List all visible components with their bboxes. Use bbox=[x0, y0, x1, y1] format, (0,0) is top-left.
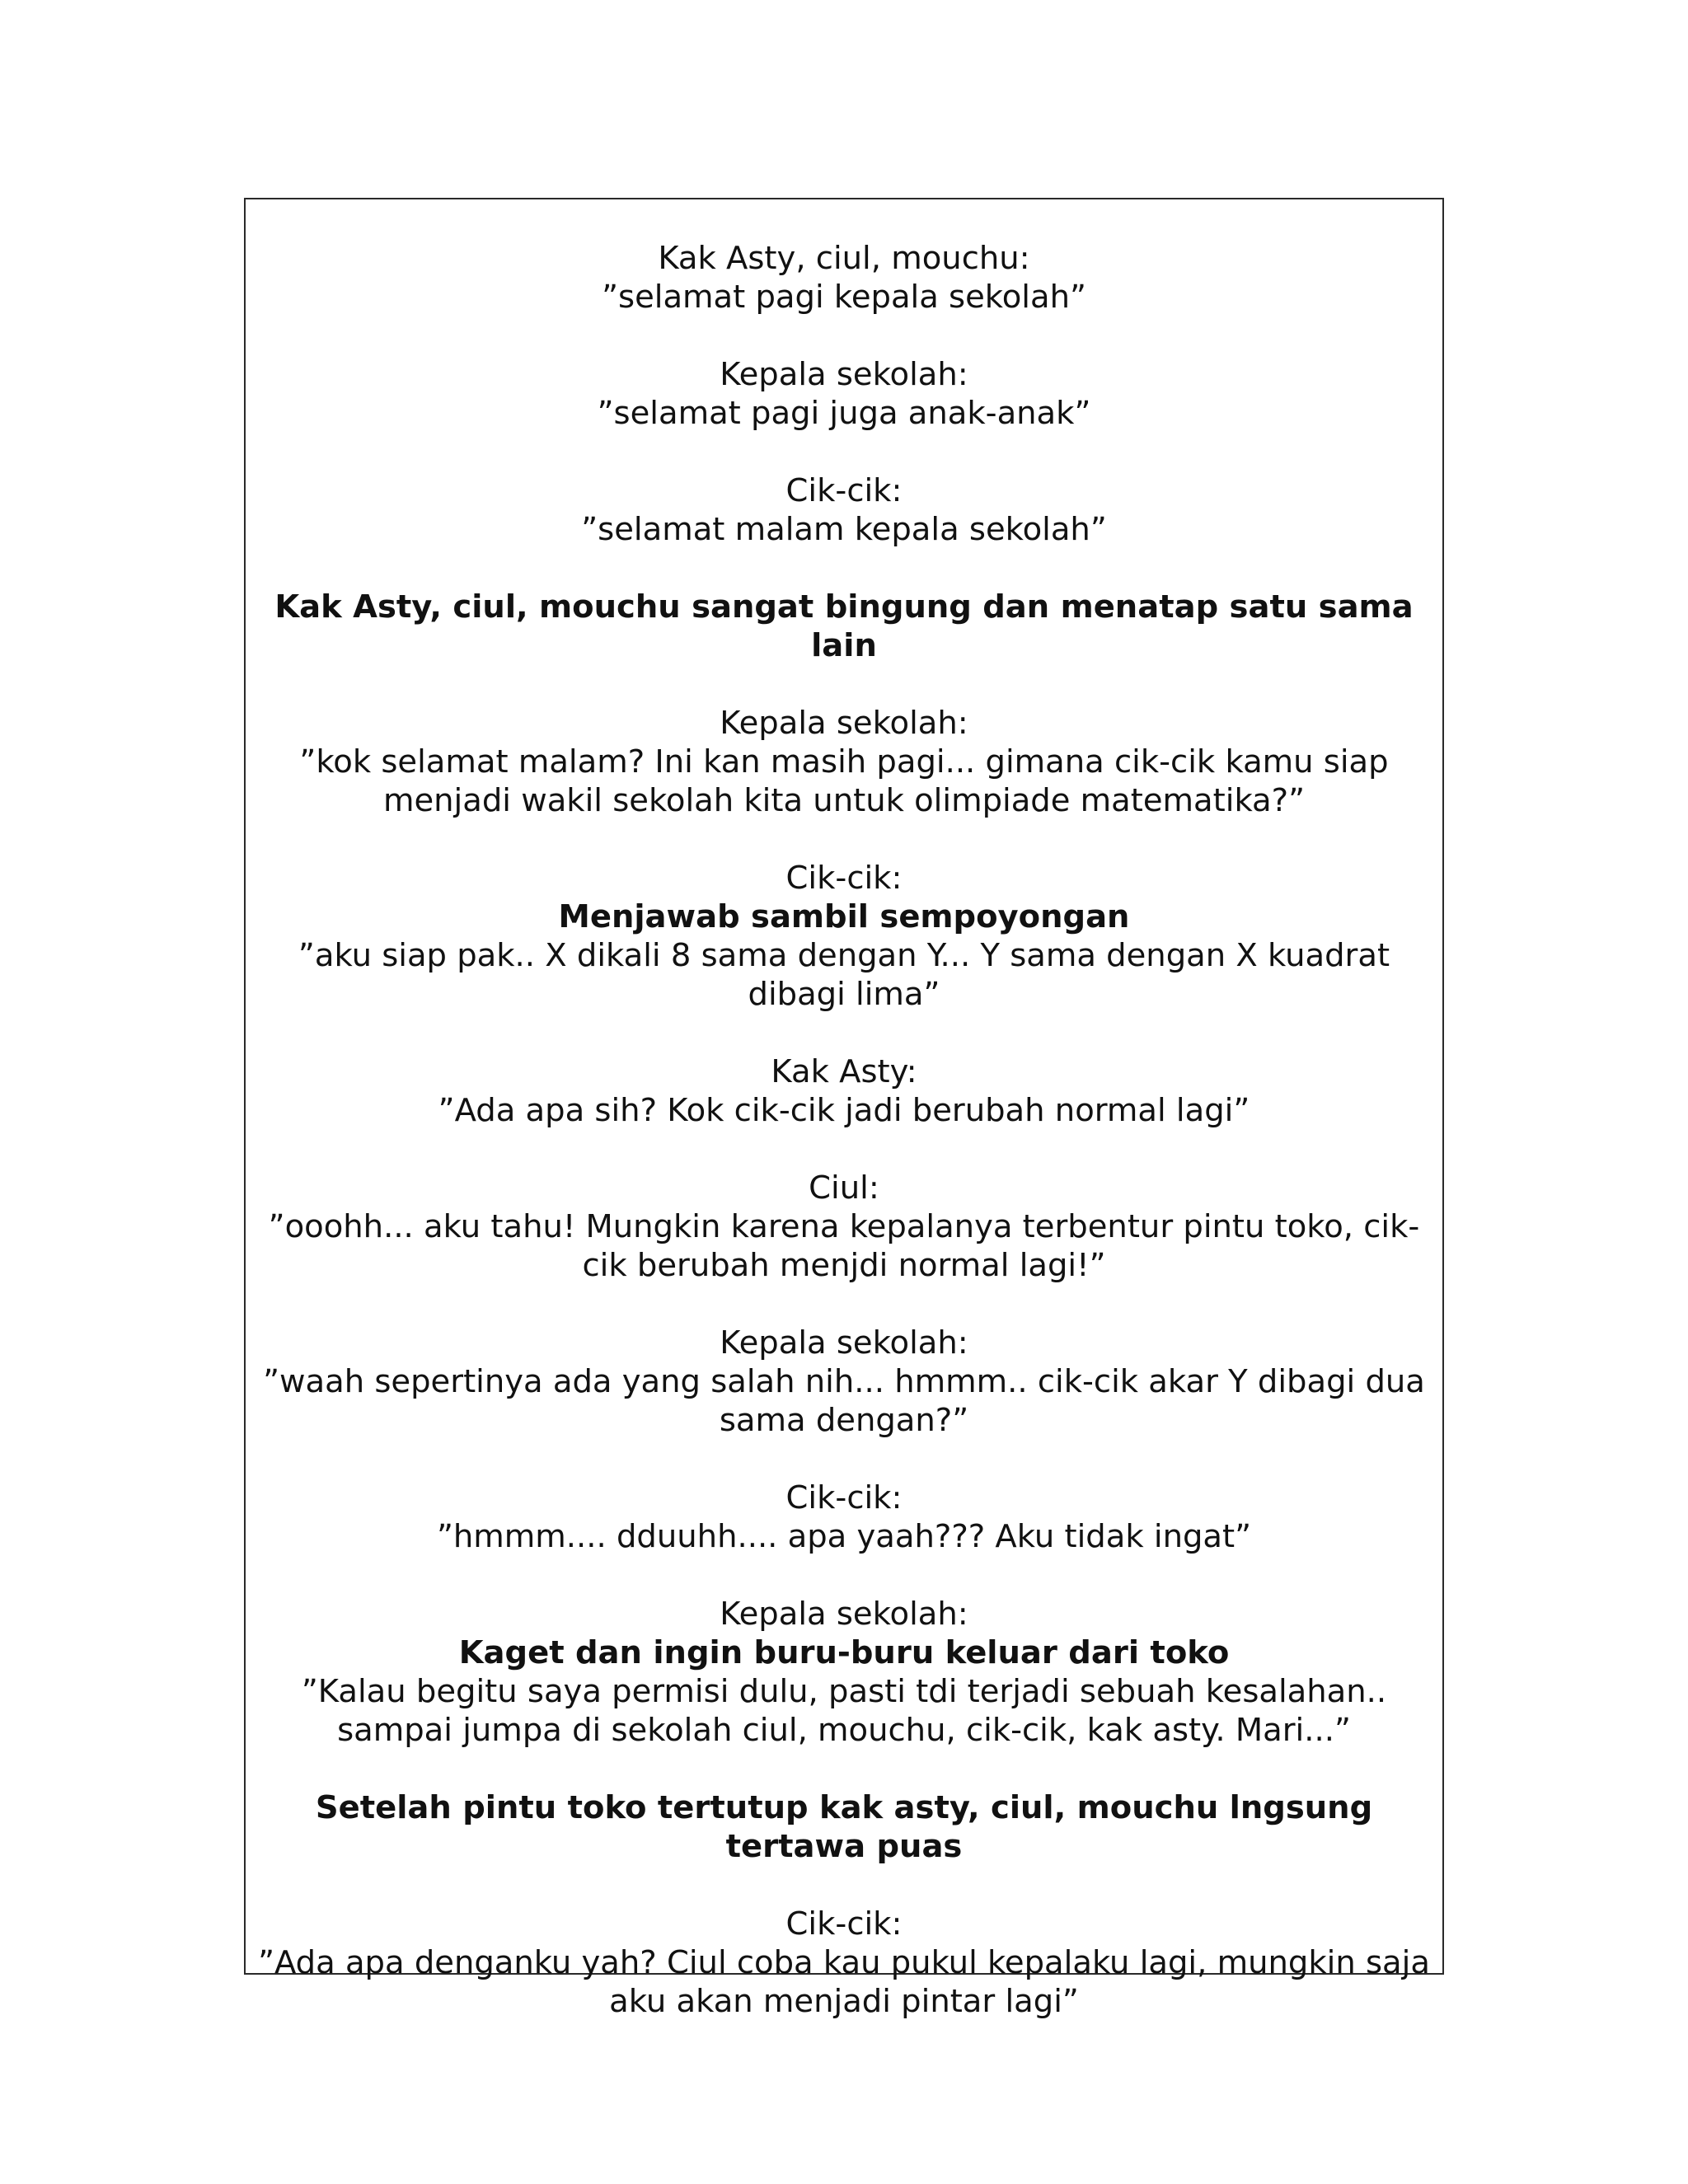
dialogue-block bbox=[256, 1052, 1432, 1130]
speaker-label: Cik-cik: bbox=[785, 472, 903, 509]
dialogue-line: ”selamat pagi kepala sekolah” bbox=[602, 279, 1086, 316]
speaker-label: Kepala sekolah: bbox=[720, 1596, 968, 1633]
dialogue-block bbox=[256, 471, 1432, 549]
speaker-label: Cik-cik: bbox=[785, 1479, 903, 1516]
speaker-label: Cik-cik: bbox=[785, 860, 903, 897]
dialogue-line: ”selamat pagi juga anak-anak” bbox=[597, 395, 1091, 432]
stage-action: Setelah pintu toko tertutup kak asty, ciul, mouchu lngsung tertawa puas bbox=[315, 1789, 1373, 1865]
speaker-label: Kak Asty, ciul, mouchu: bbox=[658, 240, 1030, 277]
dialogue-line: ”selamat malam kepala sekolah” bbox=[581, 511, 1107, 548]
dialogue-block bbox=[256, 704, 1432, 820]
speaker-label: Kepala sekolah: bbox=[720, 705, 968, 742]
dialogue-block bbox=[256, 1479, 1432, 1556]
dialogue-line: ”Ada apa denganku yah? Ciul coba kau pukul kepalaku lagi, mungkin saja aku akan menjadi pintar lagi” bbox=[258, 1944, 1430, 2020]
dialogue-block bbox=[256, 1169, 1432, 1285]
dialogue-block bbox=[256, 1905, 1432, 2021]
stage-direction: Kaget dan ingin buru-buru keluar dari toko bbox=[458, 1634, 1230, 1671]
script-content bbox=[246, 239, 1442, 2021]
speaker-label: Cik-cik: bbox=[785, 1905, 903, 1943]
action-block bbox=[256, 1788, 1432, 1866]
dialogue-block bbox=[256, 1324, 1432, 1440]
speaker-label: Kepala sekolah: bbox=[720, 356, 968, 393]
speaker-label: Kepala sekolah: bbox=[720, 1324, 968, 1361]
stage-action: Kak Asty, ciul, mouchu sangat bingung dan menatap satu sama lain bbox=[274, 588, 1414, 664]
stage-direction: Menjawab sambil sempoyongan bbox=[558, 898, 1130, 935]
dialogue-block bbox=[256, 859, 1432, 1014]
dialogue-block bbox=[256, 239, 1432, 316]
dialogue-block bbox=[256, 1595, 1432, 1750]
action-block bbox=[256, 588, 1432, 665]
dialogue-line: ”Kalau begitu saya permisi dulu, pasti tdi terjadi sebuah kesalahan.. sampai jumpa di sekolah ciul, mouchu, cik-cik, kak asty. Mari...” bbox=[301, 1673, 1387, 1749]
script-frame bbox=[244, 198, 1444, 2020]
dialogue-line: ”hmmm.... dduuhh.... apa yaah??? Aku tidak ingat” bbox=[436, 1518, 1252, 1555]
speaker-label: Ciul: bbox=[809, 1169, 879, 1207]
dialogue-line: ”Ada apa sih? Kok cik-cik jadi berubah normal lagi” bbox=[438, 1092, 1250, 1129]
dialogue-line: ”aku siap pak.. X dikali 8 sama dengan Y... Y sama dengan X kuadrat dibagi lima” bbox=[298, 937, 1390, 1013]
dialogue-line: ”kok selamat malam? Ini kan masih pagi... gimana cik-cik kamu siap menjadi wakil sekolah kita untuk olimpiade matematika?” bbox=[299, 743, 1389, 819]
speaker-label: Kak Asty: bbox=[771, 1053, 917, 1090]
dialogue-line: ”waah sepertinya ada yang salah nih... hmmm.. cik-cik akar Y dibagi dua sama dengan?” bbox=[263, 1363, 1425, 1439]
dialogue-line: ”ooohh... aku tahu! Mungkin karena kepalanya terbentur pintu toko, cik-cik berubah menjdi normal lagi!” bbox=[268, 1208, 1420, 1284]
dialogue-block bbox=[256, 355, 1432, 433]
